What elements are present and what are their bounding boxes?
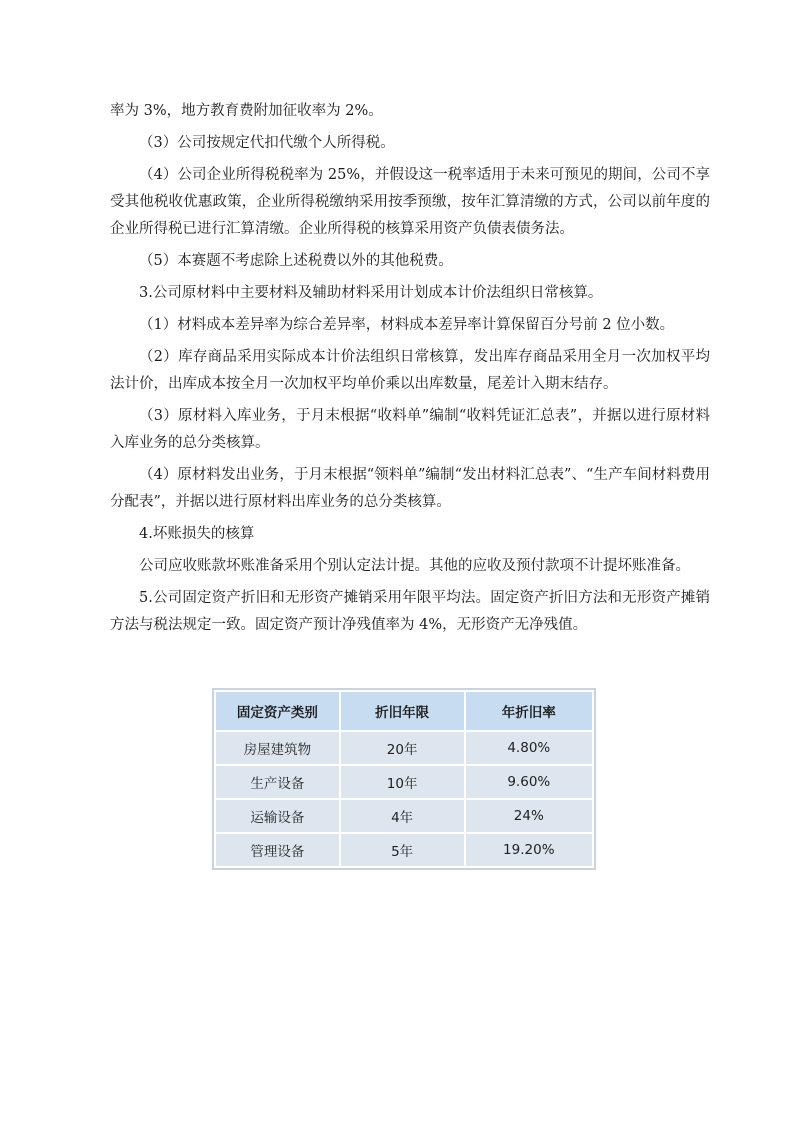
paragraph-personal-income-tax: （3）公司按规定代扣代缴个人所得税。 — [139, 135, 395, 151]
cell-category: 生产设备 — [215, 765, 340, 799]
paragraph-corporate-income-tax: （4）公司企业所得税税率为 25%，并假设这一税率适用于未来可预见的期间，公司不享受其他税收优惠政策，企业所得税缴纳采用按季预缴，按年汇算清缴的方式，公司以前年度的企业所得税已进行汇算清缴。企业所得税的核算采用资产负债表债务法。 — [110, 167, 710, 237]
cell-rate: 9.60% — [465, 765, 593, 799]
header-asset-category: 固定资产类别 — [215, 691, 340, 731]
cell-rate: 19.20% — [465, 833, 593, 867]
cell-years: 10年 — [340, 765, 465, 799]
table-row — [215, 799, 593, 833]
cell-rate: 4.80% — [465, 731, 593, 765]
cell-category: 运输设备 — [215, 799, 340, 833]
paragraph-other-taxes: （5）本赛题不考虑除上述税费以外的其他税费。 — [139, 253, 453, 269]
paragraph-tax-rate-continued: 率为 3%，地方教育费附加征收率为 2%。 — [110, 103, 383, 119]
paragraph-material-receipt: （3）原材料入库业务，于月末根据“收料单”编制“收料凭证汇总表”，并据以进行原材料入库业务的总分类核算。 — [110, 408, 710, 451]
paragraph-raw-materials-heading: 3.公司原材料中主要材料及辅助材料采用计划成本计价法组织日常核算。 — [139, 285, 603, 301]
table-header-row — [215, 691, 593, 731]
cell-category: 管理设备 — [215, 833, 340, 867]
cell-category: 房屋建筑物 — [215, 731, 340, 765]
paragraph-inventory-costing: （2）库存商品采用实际成本计价法组织日常核算，发出库存商品采用全月一次加权平均法计价，出库成本按全月一次加权平均单价乘以出库数量，尾差计入期末结存。 — [110, 349, 710, 392]
paragraph-material-issue: （4）原材料发出业务，于月末根据“领料单”编制“发出材料汇总表”、“生产车间材料费用分配表”，并据以进行原材料出库业务的总分类核算。 — [110, 467, 710, 510]
paragraph-depreciation-policy: 5.公司固定资产折旧和无形资产摊销采用年限平均法。固定资产折旧方法和无形资产摊销方法与税法规定一致。固定资产预计净残值率为 4%，无形资产无净残值。 — [110, 590, 710, 633]
cell-years: 5年 — [340, 833, 465, 867]
document-body — [110, 98, 710, 644]
cell-years: 20年 — [340, 731, 465, 765]
table-row — [215, 765, 593, 799]
header-depreciation-years: 折旧年限 — [340, 691, 465, 731]
depreciation-table — [214, 690, 594, 868]
depreciation-table-container — [214, 690, 594, 868]
paragraph-material-variance: （1）材料成本差异率为综合差异率，材料成本差异率计算保留百分号前 2 位小数。 — [139, 317, 675, 333]
cell-years: 4年 — [340, 799, 465, 833]
table-row — [215, 731, 593, 765]
table-row — [215, 833, 593, 867]
header-annual-rate: 年折旧率 — [465, 691, 593, 731]
paragraph-bad-debt-heading: 4.坏账损失的核算 — [139, 526, 255, 542]
paragraph-bad-debt-policy: 公司应收账款坏账准备采用个别认定法计提。其他的应收及预付款项不计提坏账准备。 — [139, 558, 690, 574]
cell-rate: 24% — [465, 799, 593, 833]
